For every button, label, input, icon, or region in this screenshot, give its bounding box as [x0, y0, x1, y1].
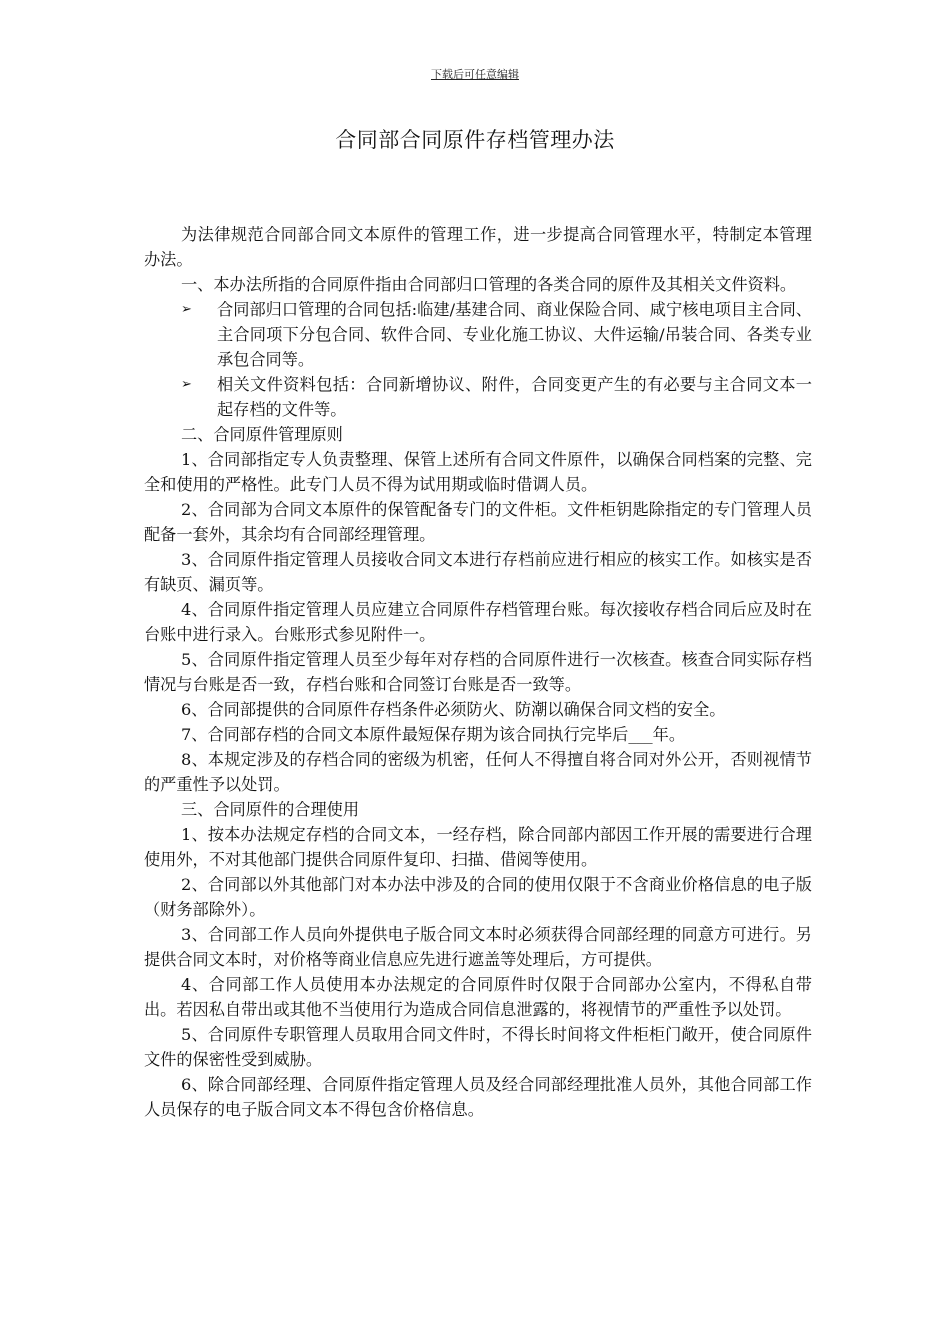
page-header: 下载后可任意编辑 — [431, 68, 519, 81]
paragraph: 5、合同原件指定管理人员至少每年对存档的合同原件进行一次核查。核查合同实际存档情况与台账是否一致，存档台账和合同签订台账是否一致等。 — [144, 650, 812, 694]
section-heading: 二、合同原件管理原则 — [181, 425, 343, 444]
paragraph: 2、合同部以外其他部门对本办法中涉及的合同的使用仅限于不含商业价格信息的电子版（财务部除外）。 — [144, 875, 812, 919]
paragraph: 7、合同部存档的合同文本原件最短保存期为该合同执行完毕后___年。 — [181, 725, 686, 744]
paragraph: 1、按本办法规定存档的合同文本，一经存档，除合同部内部因工作开展的需要进行合理使用外，不对其他部门提供合同原件复印、扫描、借阅等使用。 — [144, 825, 812, 869]
paragraph: 为法律规范合同部合同文本原件的管理工作，进一步提高合同管理水平，特制定本管理办法。 — [144, 225, 812, 269]
bullet-text: 合同部归口管理的合同包括:临建/基建合同、商业保险合同、咸宁核电项目主合同、主合同项下分包合同、软件合同、专业化施工协议、大件运输/吊装合同、各类专业承包合同等。 — [217, 300, 812, 369]
paragraph: 3、合同部工作人员向外提供电子版合同文本时必须获得合同部经理的同意方可进行。另提供合同文本时，对价格等商业信息应先进行遮盖等处理后，方可提供。 — [144, 925, 812, 969]
paragraph: 6、除合同部经理、合同原件指定管理人员及经合同部经理批准人员外，其他合同部工作人员保存的电子版合同文本不得包含价格信息。 — [144, 1075, 812, 1119]
arrow-bullet-icon: ➢ — [181, 377, 192, 392]
paragraph: 3、合同原件指定管理人员接收合同文本进行存档前应进行相应的核实工作。如核实是否有缺页、漏页等。 — [144, 550, 812, 594]
paragraph: 2、合同部为合同文本原件的保管配备专门的文件柜。文件柜钥匙除指定的专门管理人员配备一套外，其余均有合同部经理管理。 — [144, 500, 812, 544]
bullet-text: 相关文件资料包括：合同新增协议、附件，合同变更产生的有必要与主合同文本一起存档的文件等。 — [217, 375, 812, 419]
bullet-item — [144, 372, 812, 422]
paragraph: 8、本规定涉及的存档合同的密级为机密，任何人不得擅自将合同对外公开，否则视情节的严重性予以处罚。 — [144, 750, 812, 794]
document-body — [144, 222, 812, 1122]
paragraph: 4、合同原件指定管理人员应建立合同原件存档管理台账。每次接收存档合同后应及时在台账中进行录入。台账形式参见附件一。 — [144, 600, 812, 644]
bullet-item — [144, 297, 812, 372]
paragraph: 4、合同部工作人员使用本办法规定的合同原件时仅限于合同部办公室内，不得私自带出。若因私自带出或其他不当使用行为造成合同信息泄露的，将视情节的严重性予以处罚。 — [144, 975, 812, 1019]
arrow-bullet-icon: ➢ — [181, 302, 192, 317]
paragraph: 一、本办法所指的合同原件指由合同部归口管理的各类合同的原件及其相关文件资料。 — [181, 275, 797, 294]
paragraph: 1、合同部指定专人负责整理、保管上述所有合同文件原件，以确保合同档案的完整、完全和使用的严格性。此专门人员不得为试用期或临时借调人员。 — [144, 450, 812, 494]
paragraph: 5、合同原件专职管理人员取用合同文件时，不得长时间将文件柜柜门敞开，使合同原件文件的保密性受到威胁。 — [144, 1025, 812, 1069]
paragraph: 6、合同部提供的合同原件存档条件必须防火、防潮以确保合同文档的安全。 — [181, 700, 726, 719]
document-title: 合同部合同原件存档管理办法 — [335, 128, 615, 152]
section-heading: 三、合同原件的合理使用 — [181, 800, 360, 819]
